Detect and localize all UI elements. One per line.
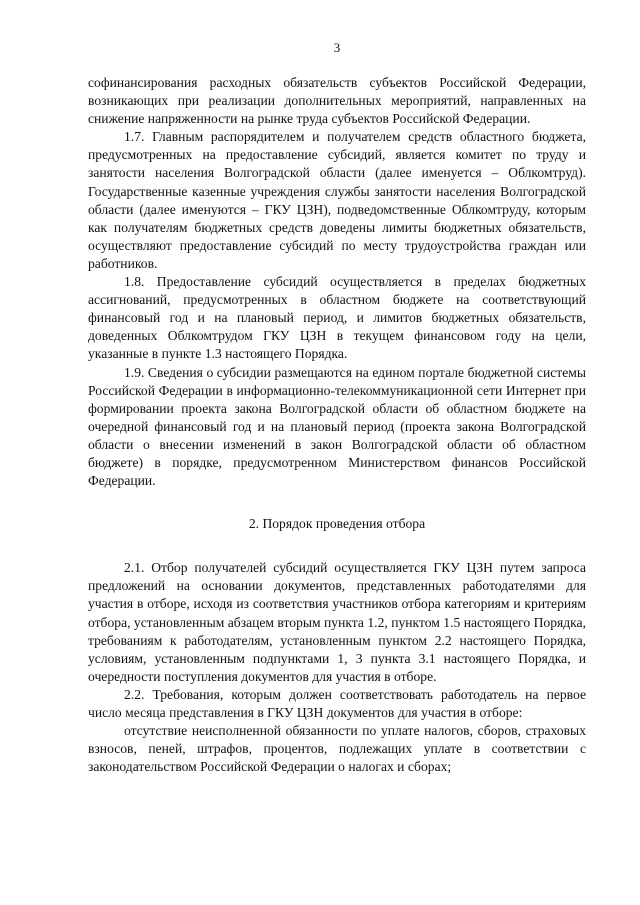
paragraph-2-1: 2.1. Отбор получателей субсидий осуществляется ГКУ ЦЗН путем запроса предложений на основании документов, представленных работодателями для участия в отборе, исходя из соответствия участников отбора категориям и критериям отбора, установленным абзацем вторым пункта 1.2, пунктом 1.5 настоящего Порядка, требованиям к работодателям, установленным пунктом 2.2 настоящего Порядка, условиям, установленным подпунктами 1, 3 пункта 3.1 настоящего Порядка, и очередности поступления документов для участия в отборе. (88, 560, 586, 684)
paragraph-continuation: софинансирования расходных обязательств субъектов Российской Федерации, возникающих при реализации дополнительных мероприятий, направленных на снижение напряженности на рынке труда субъектов Российской Федерации. (88, 75, 586, 127)
intro-section (88, 74, 586, 490)
paragraph-requirement-taxes: отсутствие неисполненной обязанности по уплате налогов, сборов, страховых взносов, пеней, штрафов, процентов, подлежащих уплате в соответствии с законодательством Российской Федерации о налогах и сборах; (88, 723, 586, 775)
selection-procedure-section (88, 559, 586, 776)
paragraph-2-2: 2.2. Требования, которым должен соответствовать работодатель на первое число месяца представления в ГКУ ЦЗН документов для участия в отборе: (88, 686, 586, 720)
paragraph-1-8: 1.8. Предоставление субсидий осуществляется в пределах бюджетных ассигнований, предусмотренных в областном бюджете на соответствующий финансовый год и на плановый период, и лимитов бюджетных обязательств, доведенных Облкомтрудом ГКУ ЦЗН в текущем финансовом году на цели, указанные в пункте 1.3 настоящего Порядка. (88, 274, 586, 362)
page-number: 3 (333, 40, 341, 55)
section-heading: 2. Порядок проведения отбора (248, 516, 426, 532)
paragraph-1-7: 1.7. Главным распорядителем и получателем средств областного бюджета, предусмотренных на предоставление субсидий, является комитет по труду и занятости населения Волгоградской области (далее именуется – Облкомтруд). Государственные казенные учреждения службы занятости населения Волгоградской области (далее именуются – ГКУ ЦЗН), подведомственные Облкомтруду, которым как получателям бюджетных средств доведены лимиты бюджетных обязательств, осуществляют предоставление субсидий по месту трудоустройства граждан или работников. (88, 129, 586, 271)
paragraph-1-9: 1.9. Сведения о субсидии размещаются на едином портале бюджетной системы Российской Федерации в информационно-телекоммуникационной сети Интернет при формировании проекта закона Волгоградской области об областном бюджете на очередной финансовый год и на плановый период (проекта закона Волгоградской области о внесении изменений в закон Волгоградской области об областном бюджете) в порядке, предусмотренном Министерством финансов Российской Федерации. (88, 364, 586, 489)
